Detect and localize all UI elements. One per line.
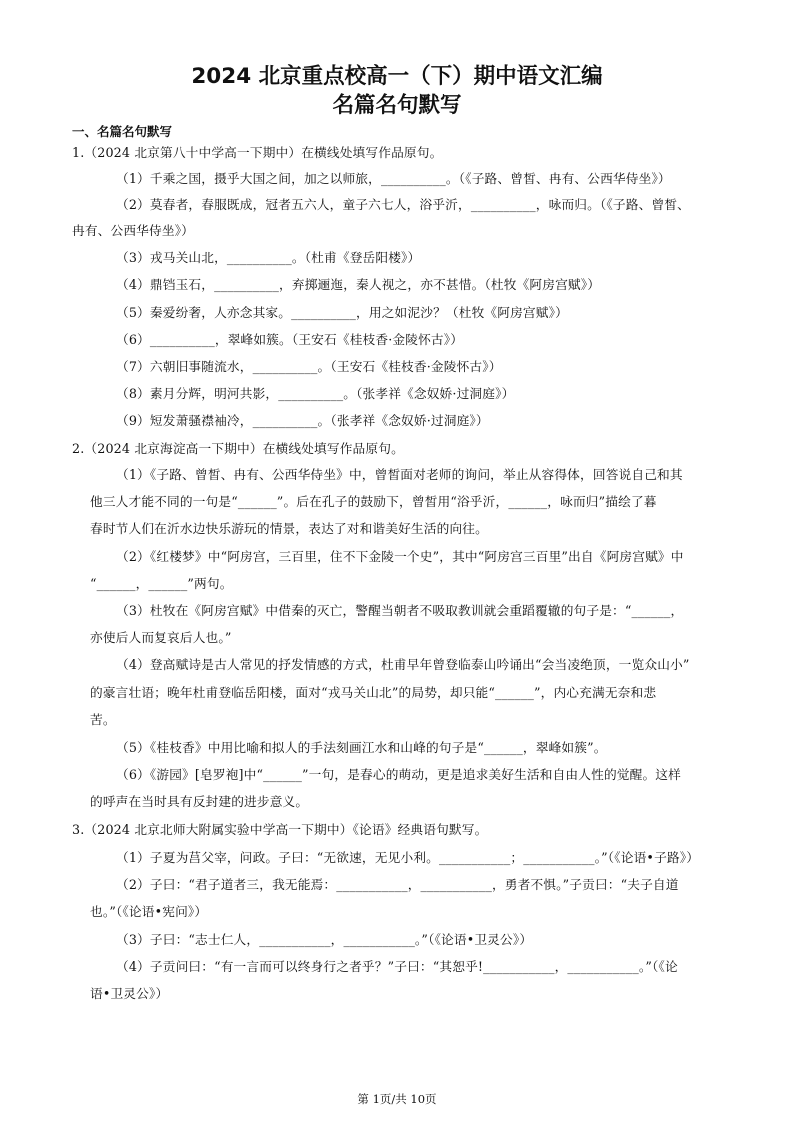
question-2-item-3-cont: 亦使后人而复哀后人也。” bbox=[90, 630, 232, 645]
question-2-item-1-cont-1: 他三人才能不同的一句是“______”。后在孔子的鼓励下，曾皙用“浴乎沂，______，咏而归”描绘了暮 bbox=[90, 494, 657, 509]
page-number: 第 1页/共 10页 bbox=[357, 1092, 437, 1106]
question-1-item-9: （9）短发萧骚襟袖冷，__________。（张孝祥《念奴娇·过洞庭》） bbox=[116, 413, 489, 428]
document-subtitle: 名篇名句默写 bbox=[332, 93, 462, 118]
question-2-item-4-cont-1: 的豪言壮语；晚年杜甫登临岳阳楼，面对“戎马关山北”的局势，却只能“______”，内心充满无奈和悲 bbox=[90, 685, 657, 700]
question-2-stem: 2.（2024 北京海淀高一下期中）在横线处填写作品原句。 bbox=[72, 441, 404, 456]
question-1-item-5: （5）秦爱纷奢，人亦念其家。__________，用之如泥沙？（杜牧《阿房宫赋》） bbox=[116, 305, 568, 320]
question-3-item-4-cont: 语•卫灵公》） bbox=[90, 986, 169, 1001]
question-3-item-3: （3）子曰：“志士仁人，___________，___________。”（《论语•卫灵公》） bbox=[116, 932, 533, 947]
question-1-item-3: （3）戎马关山北，__________。（杜甫《登岳阳楼》） bbox=[116, 250, 421, 265]
question-2-item-1-cont-2: 春时节人们在沂水边快乐游玩的情景，表达了对和谐美好生活的向往。 bbox=[90, 521, 488, 536]
question-1-item-7: （7）六朝旧事随流水，__________。（王安石《桂枝香·金陵怀古》） bbox=[116, 359, 502, 374]
question-2-item-6-cont: 的呼声在当时具有反封建的进步意义。 bbox=[90, 794, 309, 809]
question-1-item-1: （1）千乘之国，摄乎大国之间，加之以师旅，__________。（《子路、曾皙、冉有、公西华侍坐》） bbox=[116, 171, 671, 186]
question-2-item-4-cont-2: 苦。 bbox=[90, 712, 116, 727]
question-3-item-2: （2）子曰：“君子道者三，我无能焉：___________，___________，勇者不惧。”子贡曰：“夫子自道 bbox=[116, 877, 679, 892]
question-2-item-2: （2）《红楼梦》中“阿房宫，三百里，住不下金陵一个史”，其中“阿房宫三百里”出自《阿房宫赋》中 bbox=[116, 549, 684, 564]
question-1-item-8: （8）素月分辉，明河共影，__________。（张孝祥《念奴娇·过洞庭》） bbox=[116, 386, 515, 401]
question-1-item-2: （2）莫春者，春服既成，冠者五六人，童子六七人，浴乎沂，__________，咏而归。（《子路、曾皙、 bbox=[116, 197, 690, 212]
question-2-item-4: （4）登高赋诗是古人常见的抒发情感的方式，杜甫早年曾登临泰山吟诵出“会当凌绝顶，一览众山小” bbox=[116, 657, 690, 672]
question-2-item-6: （6）《游园》[皂罗袍]中“______”一句，是春心的萌动，更是追求美好生活和自由人性的觉醒。这样 bbox=[116, 767, 681, 782]
question-1-item-6: （6）__________，翠峰如簇。（王安石《桂枝香·金陵怀古》） bbox=[116, 332, 464, 347]
question-1-stem: 1.（2024 北京第八十中学高一下期中）在横线处填写作品原句。 bbox=[72, 145, 443, 160]
question-2-item-5: （5）《桂枝香》中用比喻和拟人的手法刻画江水和山峰的句子是“______，翠峰如簇”。 bbox=[116, 740, 607, 755]
question-2-item-2-cont: “______，______”两句。 bbox=[90, 576, 233, 591]
question-1-item-4: （4）鼎铛玉石，__________，弃掷逦迤，秦人视之，亦不甚惜。（杜牧《阿房宫赋》） bbox=[116, 277, 601, 292]
question-3-item-1: （1）子夏为莒父宰，问政。子曰：“无欲速，无见小利。___________；___________。”（《论语•子路》） bbox=[116, 850, 700, 865]
question-3-item-4: （4）子贡问曰：“有一言而可以终身行之者乎？”子曰：“其恕乎!___________，___________。”（《论 bbox=[116, 959, 678, 974]
question-3-item-2-cont: 也。”（《论语•宪问》） bbox=[90, 904, 208, 919]
document-title: 2024 北京重点校高一（下）期中语文汇编 bbox=[191, 64, 603, 89]
question-2-item-3: （3）杜牧在《阿房宫赋》中借秦的灭亡，警醒当朝者不吸取教训就会重蹈覆辙的句子是：“______， bbox=[116, 603, 684, 618]
question-2-item-1: （1）《子路、曾皙、冉有、公西华侍坐》中，曾皙面对老师的询问，举止从容得体，回答说自己和其 bbox=[116, 467, 683, 482]
question-1-item-2-cont: 冉有、公西华侍坐》） bbox=[72, 223, 195, 238]
question-3-stem: 3.（2024 北京北师大附属实验中学高一下期中）《论语》经典语句默写。 bbox=[72, 822, 488, 837]
section-heading: 一、名篇名句默写 bbox=[72, 124, 173, 139]
